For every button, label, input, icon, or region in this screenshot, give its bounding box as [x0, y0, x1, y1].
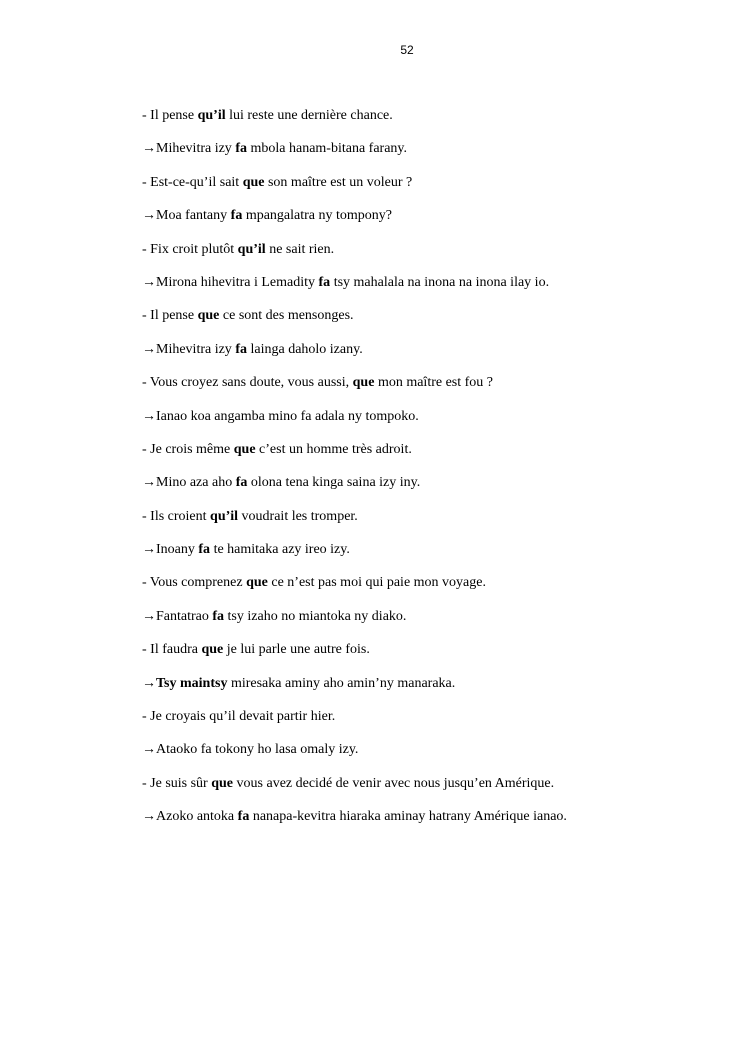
sentence-text: - Vous comprenez	[142, 575, 247, 591]
sentence-text: - Il pense	[142, 108, 198, 123]
highlighted-conjunction: fa	[318, 274, 331, 290]
french-sentence	[142, 508, 722, 541]
highlighted-conjunction: que	[201, 642, 224, 658]
sentence-text: ce n’est pas moi qui paie mon voyage.	[267, 575, 486, 591]
highlighted-conjunction: que	[242, 174, 265, 190]
french-sentence	[142, 574, 722, 607]
sentence-text: c’est un homme très adroit.	[255, 441, 412, 457]
sentence-text: je lui parle une autre fois.	[223, 642, 370, 658]
highlighted-conjunction: que	[233, 441, 256, 457]
sentence-text: mon maître est fou ?	[374, 375, 494, 391]
sentence-text: lainga daholo izany.	[246, 341, 363, 357]
french-sentence	[142, 307, 722, 340]
highlighted-conjunction: qu’il	[237, 241, 266, 257]
highlighted-conjunction: fa	[237, 809, 250, 825]
french-sentence	[142, 174, 722, 207]
malagasy-translation	[142, 408, 722, 441]
sentence-text: - Je suis sûr	[142, 775, 212, 791]
french-sentence	[142, 641, 722, 674]
sentence-text: →Ataoko fa tokony ho lasa omaly izy.	[142, 742, 359, 758]
highlighted-conjunction: qu’il	[210, 508, 239, 524]
sentence-text: mbola hanam-bitana farany.	[246, 141, 408, 157]
sentence-text: →Mihevitra izy	[142, 141, 236, 157]
highlighted-conjunction: que	[246, 575, 268, 591]
sentence-text: te hamitaka azy ireo izy.	[210, 542, 350, 558]
highlighted-conjunction: qu’il	[197, 108, 226, 123]
malagasy-translation	[142, 207, 722, 240]
highlighted-conjunction: fa	[235, 141, 247, 157]
page-number: 52	[400, 43, 414, 57]
french-sentence	[142, 107, 722, 140]
french-sentence	[142, 241, 722, 274]
sentence-text: →Mirona hihevitra i Lemadity	[142, 274, 319, 290]
sentence-text: - Ils croient	[142, 508, 211, 524]
sentence-text: vous avez decidé de venir avec nous jusqu’en Amérique.	[233, 775, 555, 791]
sentence-text: - Il pense	[142, 308, 198, 324]
sentence-text: →	[142, 675, 156, 691]
sentence-text: mpangalatra ny tompony?	[242, 208, 393, 224]
sentence-text: →Moa fantany	[142, 208, 231, 224]
sentence-text: →Ianao koa angamba mino fa adala ny tompoko.	[142, 408, 419, 424]
malagasy-translation	[142, 741, 722, 774]
sentence-text: olona tena kinga saina izy iny.	[247, 475, 421, 491]
sentence-text: tsy mahalala na inona na inona ilay io.	[330, 274, 550, 290]
malagasy-translation	[142, 140, 722, 173]
highlighted-conjunction: fa	[212, 608, 225, 624]
highlighted-conjunction: que	[352, 375, 375, 391]
sentence-text: - Je crois même	[142, 441, 234, 457]
malagasy-translation	[142, 675, 722, 708]
sentence-text: - Fix croit plutôt	[142, 241, 238, 257]
sentence-text: - Il faudra	[142, 642, 202, 658]
malagasy-translation	[142, 474, 722, 507]
malagasy-translation	[142, 341, 722, 374]
sentence-text: →Azoko antoka	[142, 809, 238, 825]
highlighted-conjunction: fa	[235, 475, 248, 491]
sentence-text: ce sont des mensonges.	[219, 308, 354, 324]
malagasy-translation	[142, 808, 722, 841]
malagasy-translation	[142, 608, 722, 641]
sentence-text: - Est-ce-qu’il sait	[142, 174, 243, 190]
highlighted-conjunction: fa	[198, 542, 211, 558]
highlighted-conjunction: que	[211, 775, 234, 791]
sentence-text: lui reste une dernière chance.	[225, 108, 393, 123]
french-sentence	[142, 374, 722, 407]
sentence-text: →Fantatrao	[142, 608, 213, 624]
highlighted-conjunction: fa	[230, 208, 243, 224]
sentence-text: miresaka aminy aho amin’ny manaraka.	[227, 675, 456, 691]
sentence-text: nanapa-kevitra hiaraka aminay hatrany Amérique ianao.	[249, 809, 567, 825]
sentence-text: →Mihevitra izy	[142, 341, 236, 357]
malagasy-translation	[142, 541, 722, 574]
sentence-text: - Vous croyez sans doute, vous aussi,	[142, 375, 353, 391]
highlighted-conjunction: Tsy maintsy	[156, 675, 228, 691]
highlighted-conjunction: que	[197, 308, 220, 324]
french-sentence	[142, 441, 722, 474]
malagasy-translation	[142, 274, 722, 307]
sentence-text: →Inoany	[142, 542, 199, 558]
sentence-text: →Mino aza aho	[142, 475, 236, 491]
sentence-text: ne sait rien.	[265, 241, 335, 257]
french-sentence	[142, 708, 722, 741]
sentence-text: son maître est un voleur ?	[264, 174, 413, 190]
document-body	[142, 107, 722, 842]
sentence-text: voudrait les tromper.	[238, 508, 358, 524]
french-sentence	[142, 775, 722, 808]
sentence-text: - Je croyais qu’il devait partir hier.	[142, 709, 336, 725]
sentence-text: tsy izaho no miantoka ny diako.	[224, 608, 407, 624]
highlighted-conjunction: fa	[235, 341, 247, 357]
